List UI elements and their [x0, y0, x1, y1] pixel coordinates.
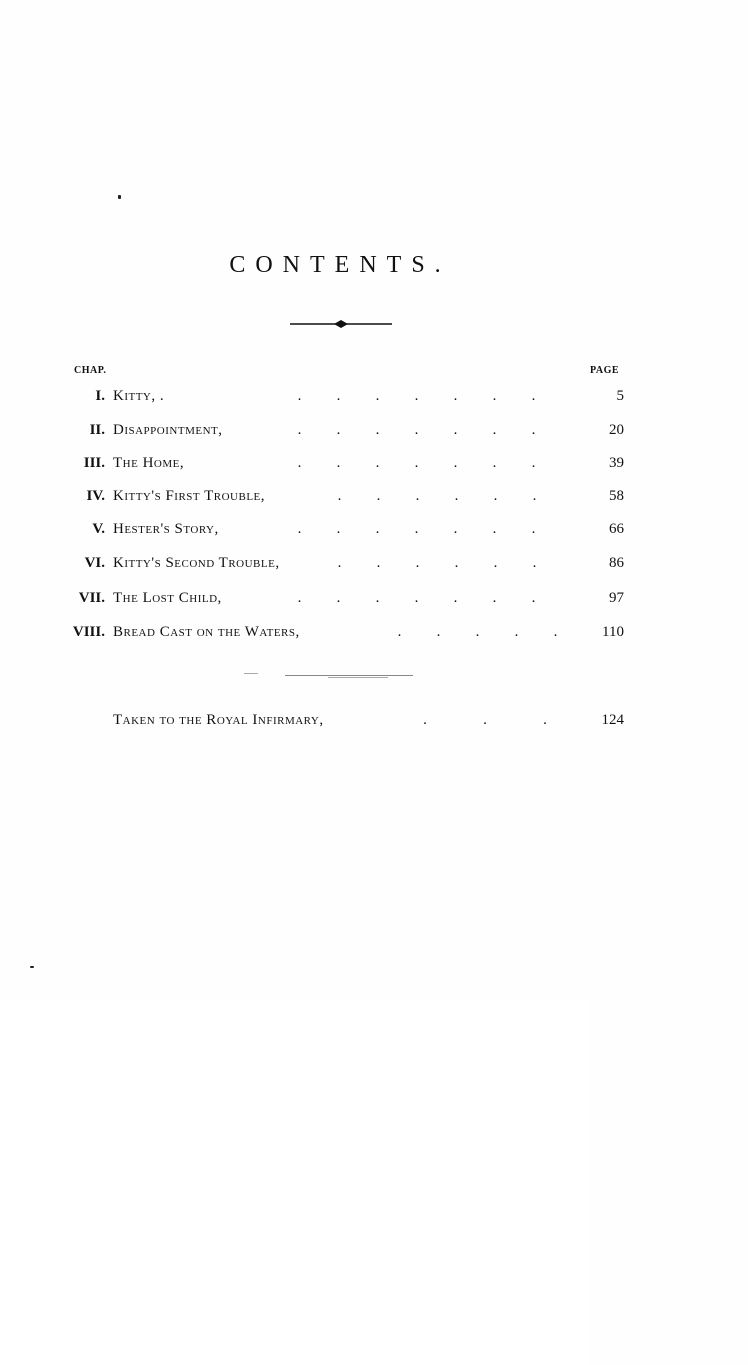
chapter-number: I. — [95, 388, 105, 404]
scan-speck — [30, 966, 34, 968]
section-rule-fragment — [328, 677, 388, 678]
dot-leader: . . . . . — [397, 624, 558, 640]
chapter-page: 20 — [609, 422, 624, 438]
dot-leader: . . . . . . — [337, 488, 537, 504]
chapter-page: 5 — [616, 388, 624, 404]
dot-leader: . . . . . . . — [297, 422, 536, 438]
chapter-title: Kitty's Second Trouble, — [113, 555, 280, 571]
dot-leader: . . . — [423, 712, 547, 728]
toc-row[interactable] — [0, 488, 748, 512]
chapter-number: III. — [83, 455, 105, 471]
toc-row[interactable] — [0, 455, 748, 479]
toc-row[interactable] — [0, 624, 748, 648]
chapter-title: Bread Cast on the Waters, — [113, 624, 300, 640]
chapter-title: Disappointment, — [113, 422, 223, 438]
chapter-title: Kitty, . — [113, 388, 165, 404]
toc-row[interactable] — [0, 590, 748, 614]
section-rule — [285, 675, 413, 676]
ornament-divider — [290, 316, 392, 332]
chapter-number: IV. — [86, 488, 105, 504]
chapter-number: II. — [89, 422, 105, 438]
contents-title: CONTENTS. — [229, 252, 451, 278]
chapter-page: 66 — [609, 521, 624, 537]
section-rule-fragment — [244, 673, 258, 674]
chapter-number: VI. — [84, 555, 105, 571]
chapter-number: V. — [92, 521, 105, 537]
chapter-title: The Home, — [113, 455, 185, 471]
appendix-title: Taken to the Royal Infirmary, — [113, 712, 324, 728]
dot-leader: . . . . . . . — [297, 455, 536, 471]
appendix-page: 124 — [601, 712, 624, 728]
dot-leader: . . . . . . . — [297, 521, 536, 537]
toc-row[interactable] — [0, 422, 748, 446]
appendix-row[interactable] — [0, 712, 748, 736]
chapter-number: VIII. — [72, 624, 105, 640]
chapter-title: Kitty's First Trouble, — [113, 488, 266, 504]
chapter-page: 58 — [609, 488, 624, 504]
dot-leader: . . . . . . . — [297, 388, 536, 404]
dot-leader: . . . . . . — [337, 555, 537, 571]
chapter-page: 39 — [609, 455, 624, 471]
page-column-header: PAGE — [590, 365, 748, 1365]
toc-row[interactable] — [0, 388, 748, 412]
scan-speck — [118, 195, 121, 199]
chapter-page: 110 — [602, 624, 624, 640]
chapter-page: 97 — [609, 590, 624, 606]
toc-row[interactable] — [0, 521, 748, 545]
toc-row[interactable] — [0, 555, 748, 579]
chapter-page: 86 — [609, 555, 624, 571]
chap-column-header: CHAP. — [74, 365, 107, 376]
chapter-title: The Lost Child, — [113, 590, 222, 606]
dot-leader: . . . . . . . — [297, 590, 536, 606]
chapter-title: Hester's Story, — [113, 521, 219, 537]
chapter-number: VII. — [78, 590, 105, 606]
